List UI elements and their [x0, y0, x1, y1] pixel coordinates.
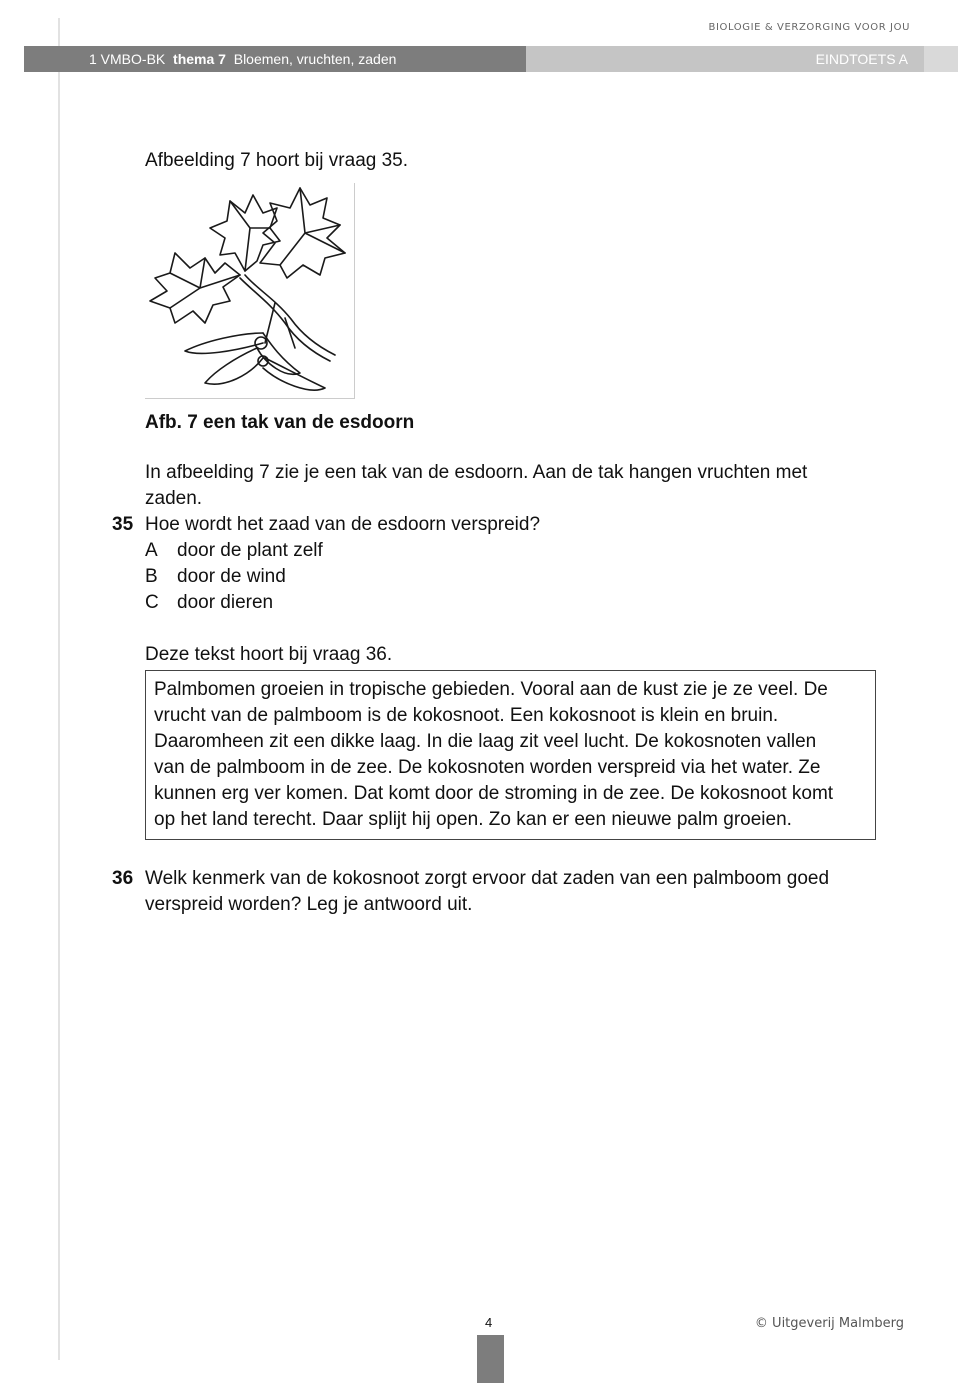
option-letter: A [145, 540, 158, 561]
option-letter: B [145, 566, 158, 587]
reading-line: vrucht van de palmboom is de kokosnoot. Een kokosnoot is klein en bruin. [154, 705, 779, 726]
question-number-35: 35 [112, 514, 134, 535]
question-36-line2: verspreid worden? Leg je antwoord uit. [145, 894, 473, 915]
reading-line: van de palmboom in de zee. De kokosnoten worden verspreid via het water. Ze [154, 757, 821, 778]
option-c[interactable] [145, 590, 273, 616]
question-35: Hoe wordt het zaad van de esdoorn verspreid? [145, 514, 541, 535]
test-label: EINDTOETS A [815, 51, 908, 67]
figure-caption: Afb. 7 een tak van de esdoorn [145, 412, 415, 433]
option-letter: C [145, 592, 159, 613]
intro-35: Afbeelding 7 hoort bij vraag 35. [145, 150, 409, 171]
page-tab [477, 1335, 504, 1383]
theme-label: thema 7 [173, 51, 226, 67]
intro-36: Deze tekst hoort bij vraag 36. [145, 644, 393, 665]
option-text: door de plant zelf [177, 540, 323, 561]
option-b[interactable] [145, 564, 286, 590]
header-right [526, 46, 958, 72]
reading-line: Palmbomen groeien in tropische gebieden. Vooral aan de kust zie je ze veel. De [154, 679, 828, 700]
header-bar [24, 46, 958, 72]
brand-label: BIOLOGIE & VERZORGING VOOR JOU [708, 22, 910, 33]
copyright: © Uitgeverij Malmberg [754, 1316, 904, 1331]
option-a[interactable] [145, 538, 323, 564]
level-label: 1 VMBO-BK [89, 51, 166, 67]
context-35-line2: zaden. [145, 488, 203, 509]
header-left [24, 46, 526, 72]
page-number: 4 [485, 1315, 493, 1330]
figure-frame [145, 183, 355, 399]
page-margin-line [58, 18, 60, 1360]
question-number-36: 36 [112, 868, 134, 889]
reading-line: Daaromheen zit een dikke laag. In die laag zit veel lucht. De kokosnoten vallen [154, 731, 817, 752]
question-36-line1: Welk kenmerk van de kokosnoot zorgt ervoor dat zaden van een palmboom goed [145, 868, 830, 889]
reading-line: kunnen erg ver komen. Dat komt door de stroming in de zee. De kokosnoot komt [154, 783, 834, 804]
option-text: door dieren [177, 592, 274, 613]
context-35-line1: In afbeelding 7 zie je een tak van de esdoorn. Aan de tak hangen vruchten met [145, 462, 808, 483]
theme-title: Bloemen, vruchten, zaden [233, 51, 397, 67]
option-text: door de wind [177, 566, 286, 587]
reading-text-box [145, 670, 876, 840]
reading-line: op het land terecht. Daar splijt hij open. Zo kan er een nieuwe palm groeien. [154, 809, 792, 830]
maple-branch-illustration-icon [145, 183, 354, 398]
